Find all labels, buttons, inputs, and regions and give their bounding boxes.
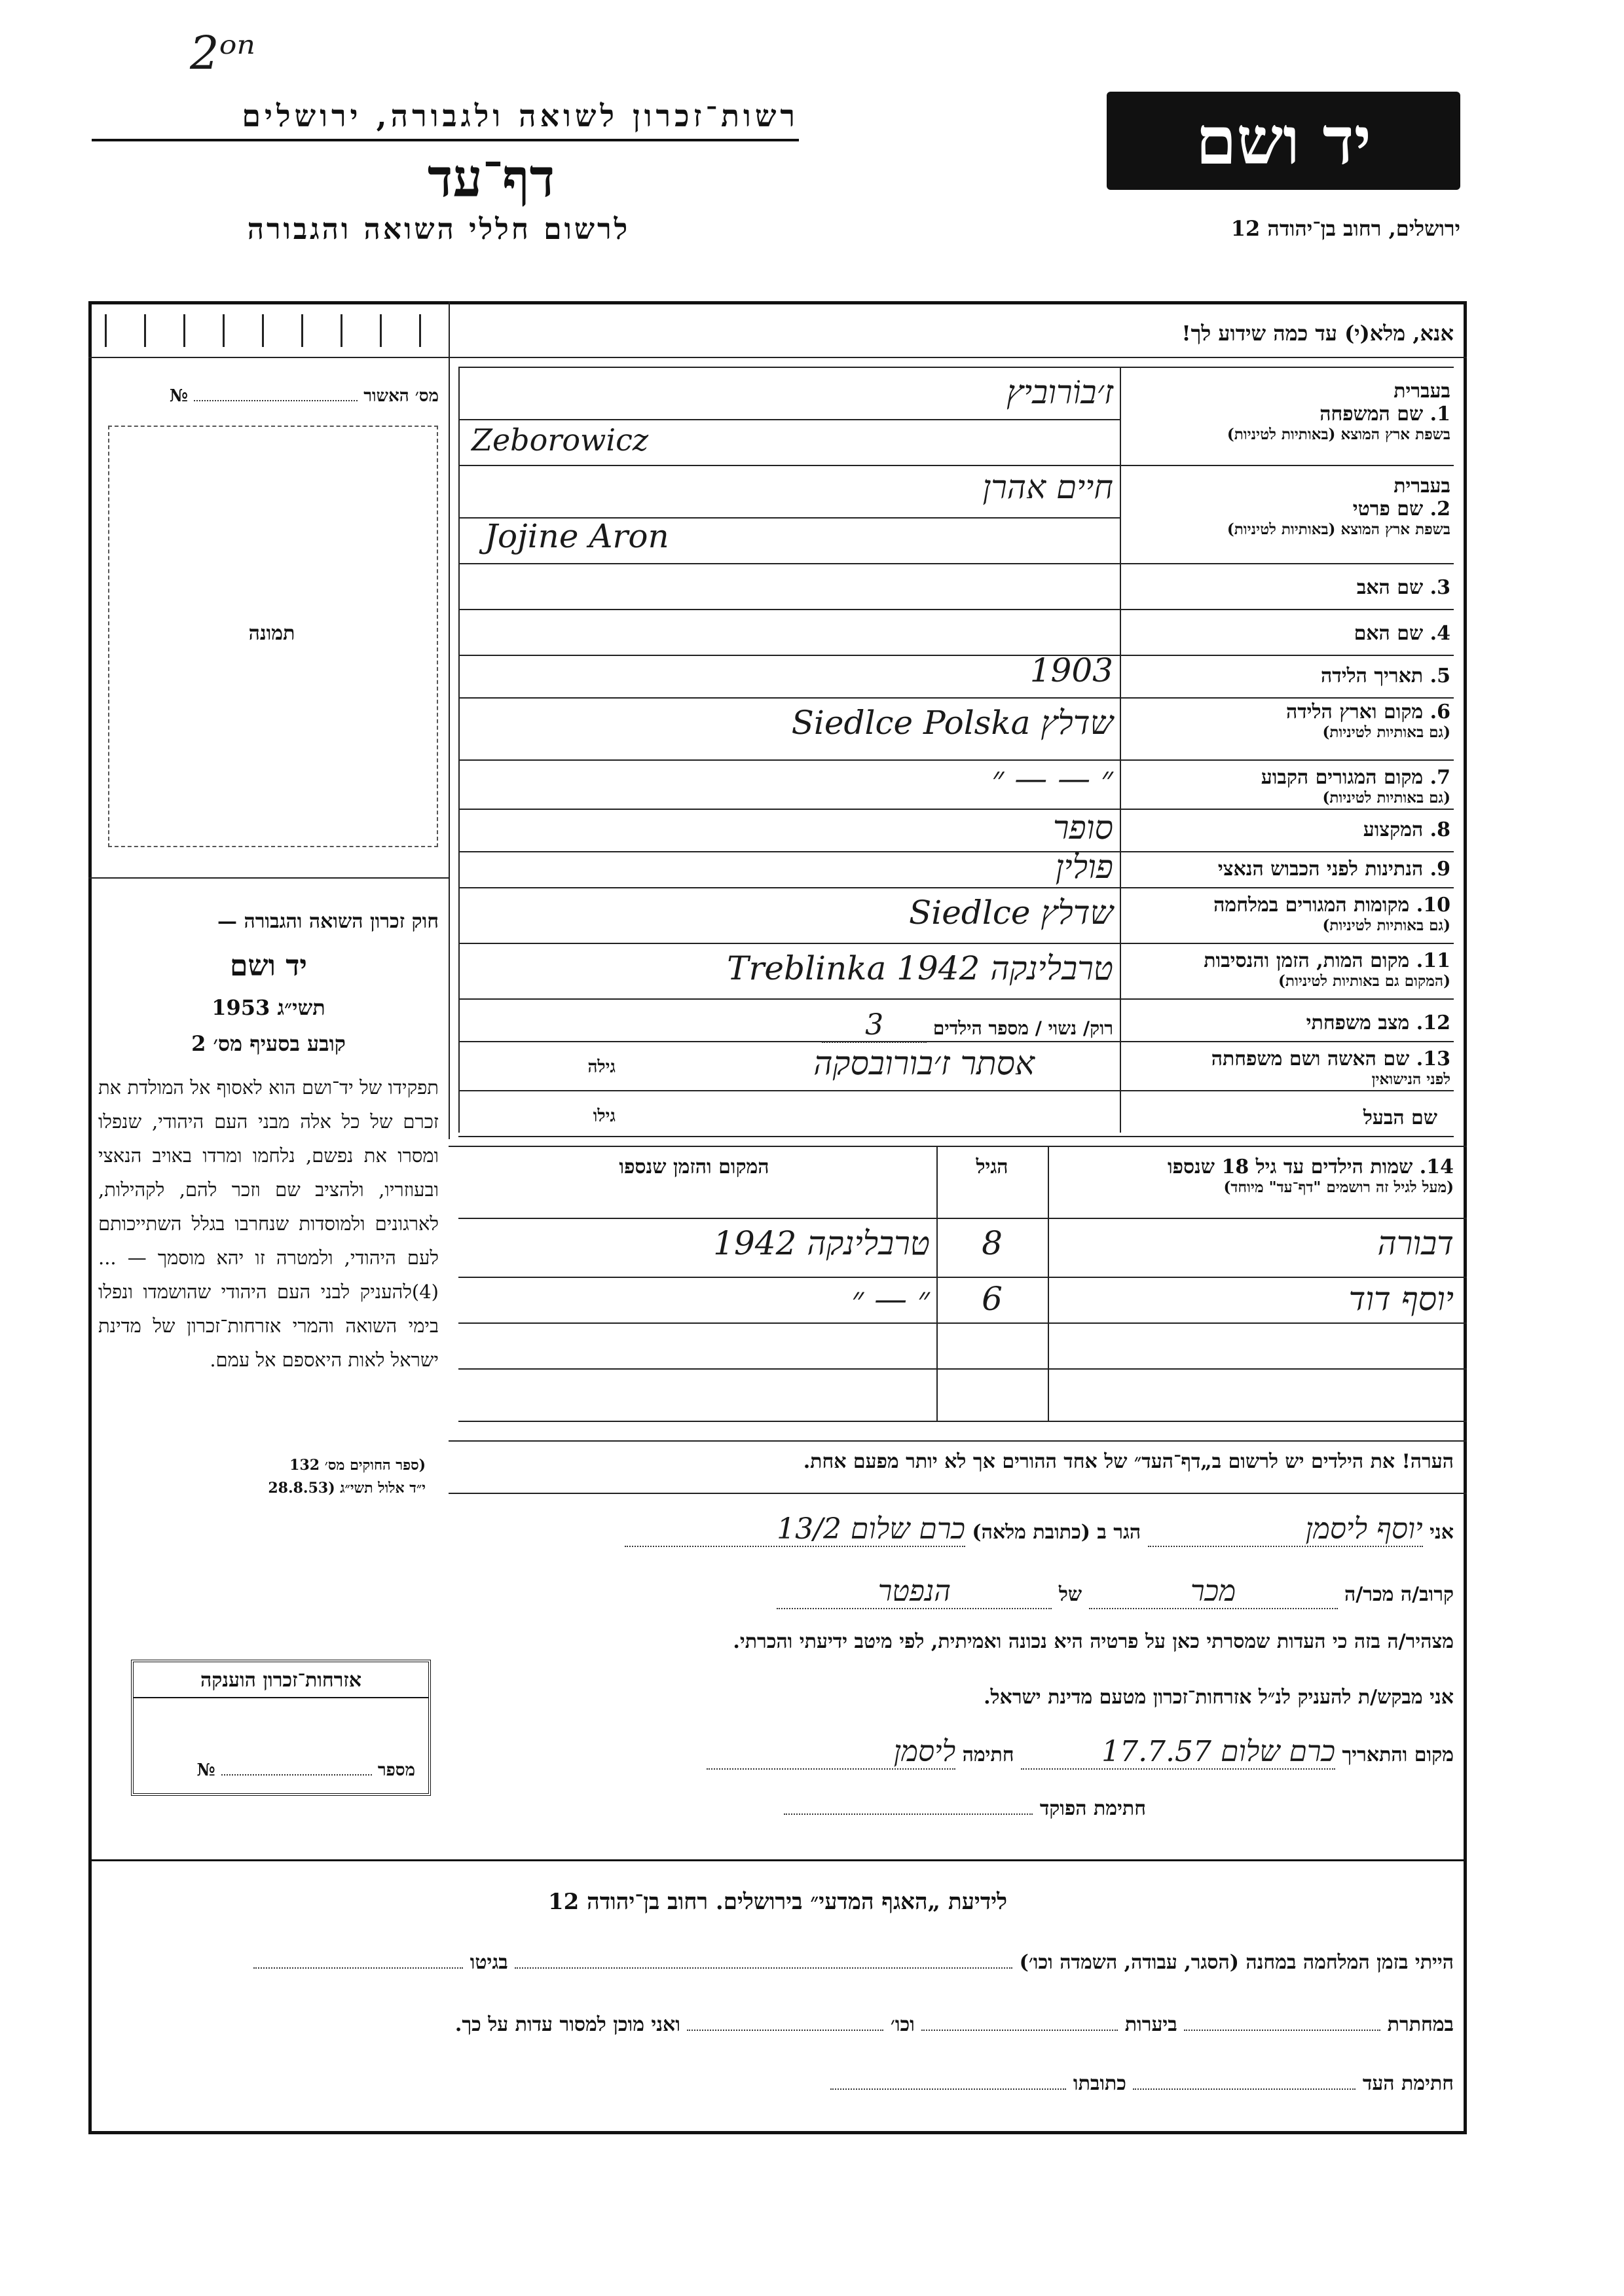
- field-7-num: 7.: [1430, 766, 1450, 789]
- footer-ready-label: ואני מוכן למסור עדות על כך.: [454, 2013, 680, 2036]
- yad-vashem-logo: [1107, 92, 1460, 190]
- field-10-value[interactable]: שדלץ Siedlce: [909, 894, 1113, 932]
- footer-forests-dots: [921, 2030, 1118, 2031]
- decl-statement: מצהיר/ה בזה כי העדות שמסרתי כאן על פרטיה היא נכונה ואמיתית, לפי מיטב ידיעתי והכרתי.: [733, 1630, 1454, 1653]
- field-10-title: [1123, 894, 1450, 917]
- cert-no-mark: №: [196, 1760, 215, 1780]
- authority-line: רשות־זכרון לשואה ולגבורה, ירושלים: [92, 98, 799, 141]
- certificate-box: [131, 1660, 431, 1796]
- decl-relative-value[interactable]: מכר: [1089, 1575, 1338, 1609]
- decl-place-date-value[interactable]: כרם שלום 17.7.57: [1021, 1735, 1335, 1770]
- husband-label: שם הבעל: [1363, 1106, 1437, 1129]
- field-3-label: [1123, 576, 1450, 599]
- children-place-header: המקום והזמן שנספו: [619, 1156, 769, 1178]
- logo-text: יד ושם: [1196, 102, 1371, 179]
- field-1-lang: בעברית: [1393, 380, 1450, 403]
- footer-camp-dots: [515, 1967, 1012, 1969]
- marital-status-options: רוק/ נשוי / מספר הילדים: [932, 1017, 1113, 1039]
- decl-request: אני מבקש/ת להעניק לנ״ל אזרחות־זכרון מטעם מדינת ישראל.: [984, 1686, 1454, 1709]
- footer-forests-label: ביערות: [1124, 2013, 1177, 2036]
- field-8-num: 8.: [1430, 818, 1450, 841]
- approval-no-label-text: מס׳ האשור: [363, 386, 439, 406]
- children-count[interactable]: 3: [822, 1008, 927, 1043]
- decl-signature-value[interactable]: ליסמן: [707, 1735, 955, 1770]
- child-1-age[interactable]: 8: [982, 1224, 1003, 1262]
- field-7-value[interactable]: ״ — — ״: [991, 759, 1113, 797]
- form-title: דף־עד: [427, 147, 555, 209]
- footer-etc-dots: [687, 2030, 883, 2031]
- field-12-num: 12.: [1416, 1011, 1450, 1034]
- field-2-label: [1123, 475, 1450, 538]
- children-age-header: הגיל: [976, 1156, 1008, 1178]
- field-12-status: [589, 1008, 1113, 1043]
- field-9-num: 9.: [1430, 858, 1450, 881]
- footer-ghetto-dots: [253, 1967, 463, 1969]
- law-ref2: י״ד אלול תשי״ג (28.8.53: [268, 1480, 426, 1497]
- intro-text: אנא, מלא(י) עד כמה שידוע לך!: [1181, 321, 1454, 346]
- field-7-sub: (גם באותיות לטיניות): [1322, 789, 1450, 807]
- footer-camp-label: הייתי בזמן המלחמה במחנה (הסגר, עבודה, השמדה וכו׳): [1019, 1951, 1454, 1974]
- decl-officer-dots: [784, 1813, 1033, 1815]
- decl-of-value[interactable]: הנפטר: [777, 1575, 1052, 1609]
- header-address: ירושלים, רחוב בן־יהודה 12: [1230, 216, 1460, 241]
- decl-place-date-label: מקום והתאריך: [1342, 1743, 1454, 1766]
- field-11-num: 11.: [1416, 949, 1450, 972]
- footer-etc-label: וכו׳: [890, 2013, 915, 2036]
- field-9-label: [1123, 858, 1450, 881]
- field-5-value[interactable]: 1903: [1029, 651, 1113, 689]
- footer-witness-label: חתימת העד: [1362, 2072, 1454, 2095]
- form-subtitle: לרשום חללי השואה והגבורה: [247, 213, 631, 246]
- husband-age-label: גילו: [593, 1106, 616, 1126]
- field-10-num: 10.: [1416, 894, 1450, 917]
- declaration-line-6: [458, 1797, 1454, 1820]
- footer-underground-dots: [1184, 2030, 1380, 2031]
- decl-relative-label: קרוב/ה מכר/ה: [1344, 1583, 1454, 1606]
- child-2-place[interactable]: ״ — ״: [851, 1280, 930, 1318]
- field-5-num: 5.: [1430, 665, 1450, 687]
- child-1-place[interactable]: טרבלינקה 1942: [713, 1224, 930, 1262]
- children-header: [1054, 1156, 1454, 1196]
- field-8-value[interactable]: סופר: [1053, 809, 1113, 847]
- footer-title: לידיעת „האגף המדעי״ בירושלים. רחוב בן־יהודה 12: [547, 1889, 1008, 1915]
- approval-no-mark: №: [169, 386, 189, 406]
- ticks-row: [105, 314, 439, 347]
- decl-signature-label: חתימה: [962, 1743, 1014, 1766]
- wife-age-label: גילה: [587, 1057, 616, 1077]
- decl-i-label: אני: [1430, 1521, 1454, 1544]
- decl-of-label: של: [1058, 1583, 1082, 1606]
- field-6-sub: (גם באותיות לטיניות): [1322, 723, 1450, 741]
- field-2-title: [1123, 498, 1450, 520]
- law-text: תפקידו של יד־ושם הוא לאסוף אל המולדת את זכרם של כל אלה מבני העם היהודי, שנפלו ומסרו את נפשם, נלחמו ומרדו באויב הנאצי ובעוזריו, ולהציב שם וזכר להם, לקהילות, לארגונים ולמוסדות שנחרבו בגלל השתייכותם לעם היהודי, ולמטרה זו יהא מוסמך — ...(4)להעניק לבני העם היהודי שהושמדו ונפלו בימי השואה והמרי אזרחות־זכרון של מדינת ישראל לאות היאספם אל עמם.: [98, 1076, 439, 1371]
- footer-ghetto-label: בגיטו: [470, 1951, 508, 1974]
- field-11-value[interactable]: טרבלינקה 1942 Treblinka: [727, 949, 1113, 987]
- field-1-value-latin[interactable]: Zeborowicz: [471, 422, 649, 458]
- remark: הערה! את הילדים יש לרשום ב„דף־העד״ של אחד ההורים אך לא יותר מפעם אחת.: [803, 1450, 1454, 1473]
- field-4-num: 4.: [1430, 622, 1450, 645]
- cert-title: אזרחות־זכרון הוענקה: [134, 1662, 428, 1698]
- law-year: 1953: [212, 995, 270, 1020]
- field-10-label: [1123, 894, 1450, 934]
- field-9-value[interactable]: פולין: [1055, 848, 1113, 886]
- field-6-value[interactable]: שדלץ Siedlce Polska: [791, 704, 1113, 742]
- field-3-num: 3.: [1430, 576, 1450, 599]
- field-2-lang: בעברית: [1393, 475, 1450, 498]
- approval-no-label: [98, 386, 439, 406]
- field-5-name: תאריך הלידה: [1321, 665, 1424, 687]
- footer-line-1: [98, 1951, 1454, 1974]
- field-3-name: שם האב: [1356, 576, 1424, 599]
- field-10-name: מקומות המגורים במלחמה: [1213, 894, 1410, 917]
- field-2-value-he[interactable]: חיים אהרן: [982, 468, 1113, 506]
- field-1-label: [1123, 380, 1450, 443]
- field-1-value-he[interactable]: ז׳בוֹרוביץ: [1006, 373, 1113, 411]
- field-2-name: שם פרטי: [1352, 498, 1424, 520]
- law-year-heb: תשי״ג: [277, 995, 325, 1020]
- field-13-sub: לפני הנישואין: [1371, 1070, 1450, 1088]
- footer-address-label: כתובתו: [1073, 2072, 1126, 2095]
- children-title: 14. שמות הילדים עד גיל 18 שנספו: [1167, 1156, 1454, 1178]
- field-7-label: [1123, 766, 1450, 807]
- footer-underground-label: במחתרת: [1387, 2013, 1454, 2036]
- field-4-label: [1123, 622, 1450, 645]
- field-6-num: 6.: [1430, 701, 1450, 723]
- footer-witness-dots: [1133, 2088, 1356, 2090]
- field-10-sub: (גם באותיות לטיניות): [1322, 917, 1450, 934]
- field-11-label: [1123, 949, 1450, 990]
- field-9-name: הנתינות לפני הכבוש הנאצי: [1217, 858, 1424, 881]
- field-13-value[interactable]: אסתר ז׳בורובסקה: [813, 1044, 1035, 1082]
- cert-number-row: [196, 1760, 415, 1780]
- footer-line-3: [98, 2072, 1454, 2095]
- field-13-title: [1123, 1048, 1450, 1070]
- law-ref1: (ספר החוקים מס׳ 132: [289, 1457, 426, 1474]
- field-2-sub: בשפת ארץ המוצא (באותיות לטיניות): [1227, 520, 1450, 538]
- field-12-name: מצב משפחתי: [1306, 1011, 1410, 1034]
- field-6-name: מקום וארץ הלידה: [1285, 701, 1424, 723]
- field-8-name: המקצוע: [1363, 818, 1424, 841]
- child-2-age[interactable]: 6: [982, 1280, 1003, 1318]
- law-section: קובע בסעיף מס׳ 2: [191, 1031, 346, 1056]
- decl-resides-label: הגר ב (כתובת מלאה): [972, 1521, 1141, 1544]
- field-1-num: 1.: [1430, 403, 1450, 426]
- declaration-line-5: [458, 1735, 1454, 1770]
- field-7-name: מקום המגורים הקבוע: [1261, 766, 1424, 789]
- field-11-sub: (המקום גם באותיות לטיניות): [1278, 972, 1450, 990]
- page-number: 2ᵒⁿ: [190, 26, 255, 80]
- field-8-label: [1123, 818, 1450, 841]
- child-1-name[interactable]: דבורה: [1377, 1224, 1454, 1262]
- field-1-sub: בשפת ארץ המוצא (באותיות לטיניות): [1227, 426, 1450, 443]
- declaration-line-2: [458, 1575, 1454, 1609]
- field-12-label: [1123, 1011, 1450, 1034]
- law-title: חוק זכרון השואה והגבורה —: [217, 910, 439, 933]
- field-13-num: 13.: [1416, 1048, 1450, 1070]
- field-5-label: [1123, 665, 1450, 687]
- field-13-label: [1123, 1048, 1450, 1088]
- declaration-line-1: [458, 1512, 1454, 1547]
- field-6-label: [1123, 701, 1450, 741]
- field-2-value-latin[interactable]: Jojine Aron: [485, 517, 669, 555]
- cert-number-dots: [221, 1774, 372, 1776]
- child-2-name[interactable]: יוסף דוד: [1348, 1280, 1454, 1318]
- photo-label: תמונה: [248, 622, 295, 645]
- approval-no-dots: [194, 400, 358, 401]
- field-7-title: [1123, 766, 1450, 789]
- footer-line-2: [98, 2013, 1454, 2036]
- decl-officer-label: חתימת הפוקד: [1039, 1797, 1146, 1820]
- field-4-name: שם האם: [1354, 622, 1424, 645]
- field-13-name: שם האשה ושם משפחתה: [1211, 1048, 1410, 1070]
- field-1-title: [1123, 403, 1450, 426]
- footer-address-dots: [830, 2088, 1066, 2090]
- decl-i-value[interactable]: יוסף ליסמן: [1148, 1512, 1423, 1547]
- field-6-title: [1123, 701, 1450, 723]
- field-2-num: 2.: [1430, 498, 1450, 520]
- law-year-row: [98, 995, 439, 1020]
- children-note: (מעל לגיל זה רושמים "דף־עד" מיוחד): [1223, 1178, 1454, 1196]
- law-name: יד ושם: [230, 949, 307, 983]
- field-11-name: מקום המות, הזמן והנסיבות: [1204, 949, 1410, 972]
- field-11-title: [1123, 949, 1450, 972]
- cert-number-label: מספר: [377, 1760, 415, 1780]
- field-1-name: שם המשפחה: [1320, 403, 1424, 426]
- decl-resides-value[interactable]: כרם שלום 13/2: [625, 1512, 965, 1547]
